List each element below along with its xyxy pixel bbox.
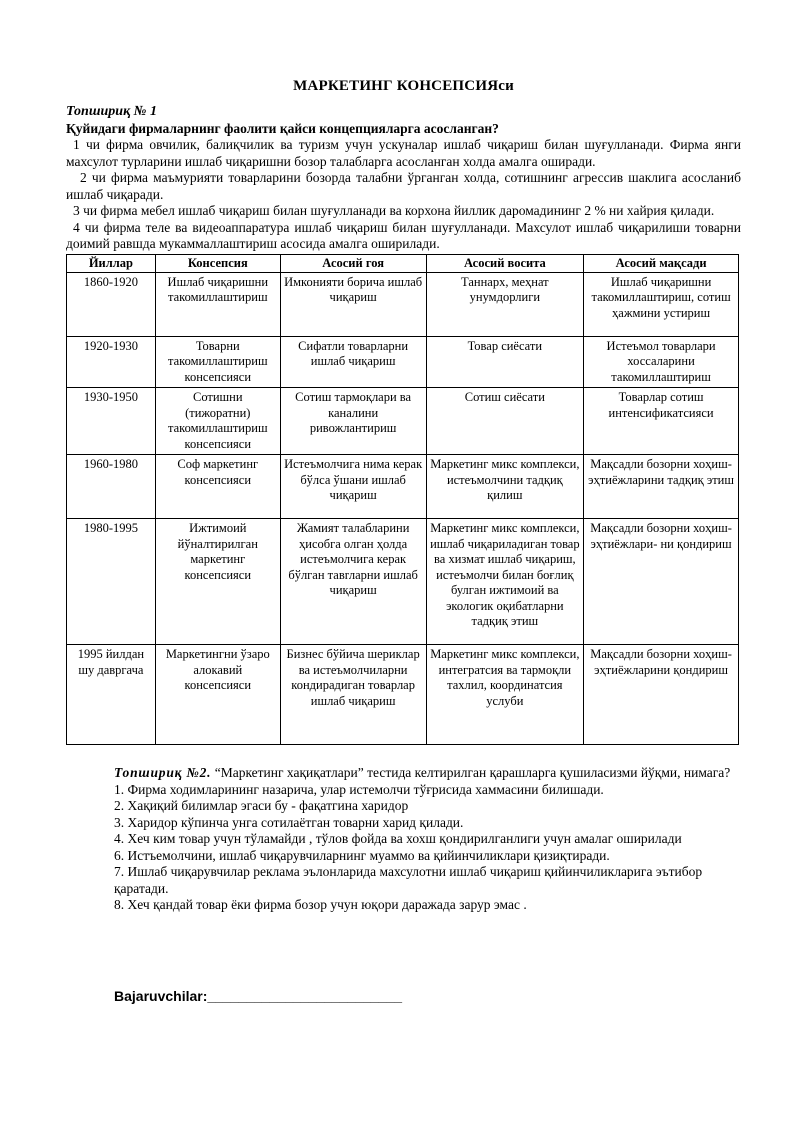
cell-concept: Ишлаб чиқаришни такомиллаштириш [155,272,280,336]
signature-line: Bajaruvchilar:_________________________ [114,988,403,1004]
concepts-table [66,254,739,746]
list-item: 7. Ишлаб чиқарувчилар реклама эълонларида махсулотни ишлаб чиқариш қийинчиликларига эътибор қаратади. [114,864,703,896]
cell-main-idea: Сотиш тармоқлари ва каналини ривожлантириш [280,388,426,455]
firm-4-paragraph: 4 чи фирма теле ва видеоаппаратура ишлаб чиқариш билан шуғулланади. Махсулот ишлаб чиқарилиши товарни доимий равшда мукаммаллаштириш асосида амалга оширилади. [66,219,741,251]
header-main-idea: Асосий гоя [280,254,426,272]
cell-concept: Соф маркетинг консепсияси [155,455,280,519]
cell-years: 1920-1930 [67,336,156,388]
cell-main-idea: Сифатли товарларни ишлаб чиқариш [280,336,426,388]
table-row [67,336,739,388]
header-main-tool: Асосий восита [426,254,584,272]
cell-main-goal: Мақсадли бозорни хоҳиш- эҳтиёжларини қондириш [584,645,739,745]
table-row [67,645,739,745]
cell-years: 1930-1950 [67,388,156,455]
cell-main-idea: Жамият талабларини ҳисобга олган ҳолда истеъмолчига керак бўлган тавrларни ишлаб чиқариш [280,519,426,645]
header-main-goal: Асосий мақсади [584,254,739,272]
list-item: 1. Фирма ходимларининг назарича, улар истемолчи тўғрисида хаммасини билишади. [114,781,604,797]
task2-section [114,765,744,914]
cell-main-goal: Мақсадли бозорни хоҳиш- эҳтиёжларини тадқиқ этиш [584,455,739,519]
cell-main-idea: Истеъмолчига нима керак бўлса ўшани ишлаб чиқариш [280,455,426,519]
cell-years: 1980-1995 [67,519,156,645]
cell-main-tool: Маркетинг микс комплекси, ишлаб чиқариладиган товар ва хизмат ишлаб чиқариш, истеъмолчи билан боғлиқ булган ижтимоий ва экологик оқибатларни тадқиқ этиш [426,519,584,645]
table-header-row [67,254,739,272]
cell-concept: Товарни такомиллаштириш консепсияси [155,336,280,388]
task2-label: Топшириқ №2. [114,765,212,780]
cell-main-tool: Маркетинг микс комплекси, истеъмолчини тадқиқ қилиш [426,455,584,519]
cell-main-tool: Товар сиёсати [426,336,584,388]
cell-concept: Сотишни (тижоратни) такомиллаштириш консепсияси [155,388,280,455]
task2-question: “Маркетинг хақиқатлари” тестида келтирилган қарашларга қушиласизми йўқми, нимага? [211,765,731,780]
table-row [67,272,739,336]
firm-3-paragraph: 3 чи фирма мебел ишлаб чиқариш билан шуғулланади ва корхона йиллик даромадининг 2 % ни хайрия қилади. [73,203,715,218]
cell-main-tool: Маркетинг микс комплекси, интегратсия ва тармоқли тахлил, координатсия услуби [426,645,584,745]
document-title: МАРКЕТИНГ КОНСЕПСИЯси [293,78,514,94]
cell-main-tool: Таннарх, меҳнат унумдорлиги [426,272,584,336]
statements-list [114,782,744,914]
table-row [67,388,739,455]
cell-concept: Ижтимоий йўналтирилган маркетинг консепсияси [155,519,280,645]
firm-1-paragraph: 1 чи фирма овчилик, балиқчилик ва туризм учун ускуналар ишлаб чиқариш билан шуғулланади. Фирма янги махсулот турларини ишлаб чиқаришни бозор талабларга асосланган холда амалга оширади. [66,137,741,169]
cell-main-goal: Товарлар сотиш интенсификатсияси [584,388,739,455]
list-item: 8. Хеч қандай товар ёки фирма бозор учун юқори даражада зарур эмас . [114,897,527,912]
task1-label: Топшириқ № 1 [66,104,157,119]
cell-years: 1995 йилдан шу давргача [67,645,156,745]
list-item: 6. Истъемолчини, ишлаб чиқарувчиларнинг муаммо ва қийинчиликлари қизиқтиради. [114,847,610,863]
cell-years: 1860-1920 [67,272,156,336]
list-item: 4. Хеч ким товар учун тўламайди , тўлов фойда ва хохш қондирилганлиги учун амалаг оширилади [114,831,682,846]
list-item: 2. Хақиқий билимлар эгаси бу - фақатгина харидор [114,798,409,813]
cell-concept: Маркетингни ўзаро алокавий консепсияси [155,645,280,745]
cell-main-goal: Ишлаб чиқаришни такомиллаштириш, сотиш ҳажмини устириш [584,272,739,336]
cell-years: 1960-1980 [67,455,156,519]
table-row [67,519,739,645]
firm-2-paragraph: 2 чи фирма маъмурияти товарларини бозорда талабни ўрганган холда, сотишнинг агрессив шаклига асосланиб ишлаб чиқаради. [66,170,741,202]
cell-main-tool: Сотиш сиёсати [426,388,584,455]
cell-main-idea: Бизнес бўйича шериклар ва истеъмолчиларни кондирадиган товарлар ишлаб чиқариш [280,645,426,745]
cell-main-goal: Мақсадли бозорни хоҳиш-эҳтиёжлари- ни қондириш [584,519,739,645]
document-page [66,78,741,914]
header-years: Йиллар [67,254,156,272]
table-row [67,455,739,519]
cell-main-idea: Имконияти борича ишлаб чиқариш [280,272,426,336]
task2-lead [114,765,744,782]
header-concept: Консепсия [155,254,280,272]
list-item: 3. Харидор кўпинча унга сотилаётган товарни харид қилади. [114,814,464,830]
task1-question: Қуйидаги фирмаларнинг фаолити қайси концепцияларга асосланган? [66,121,499,136]
cell-main-goal: Истеъмол товарлари хоссаларини такомиллаштириш [584,336,739,388]
